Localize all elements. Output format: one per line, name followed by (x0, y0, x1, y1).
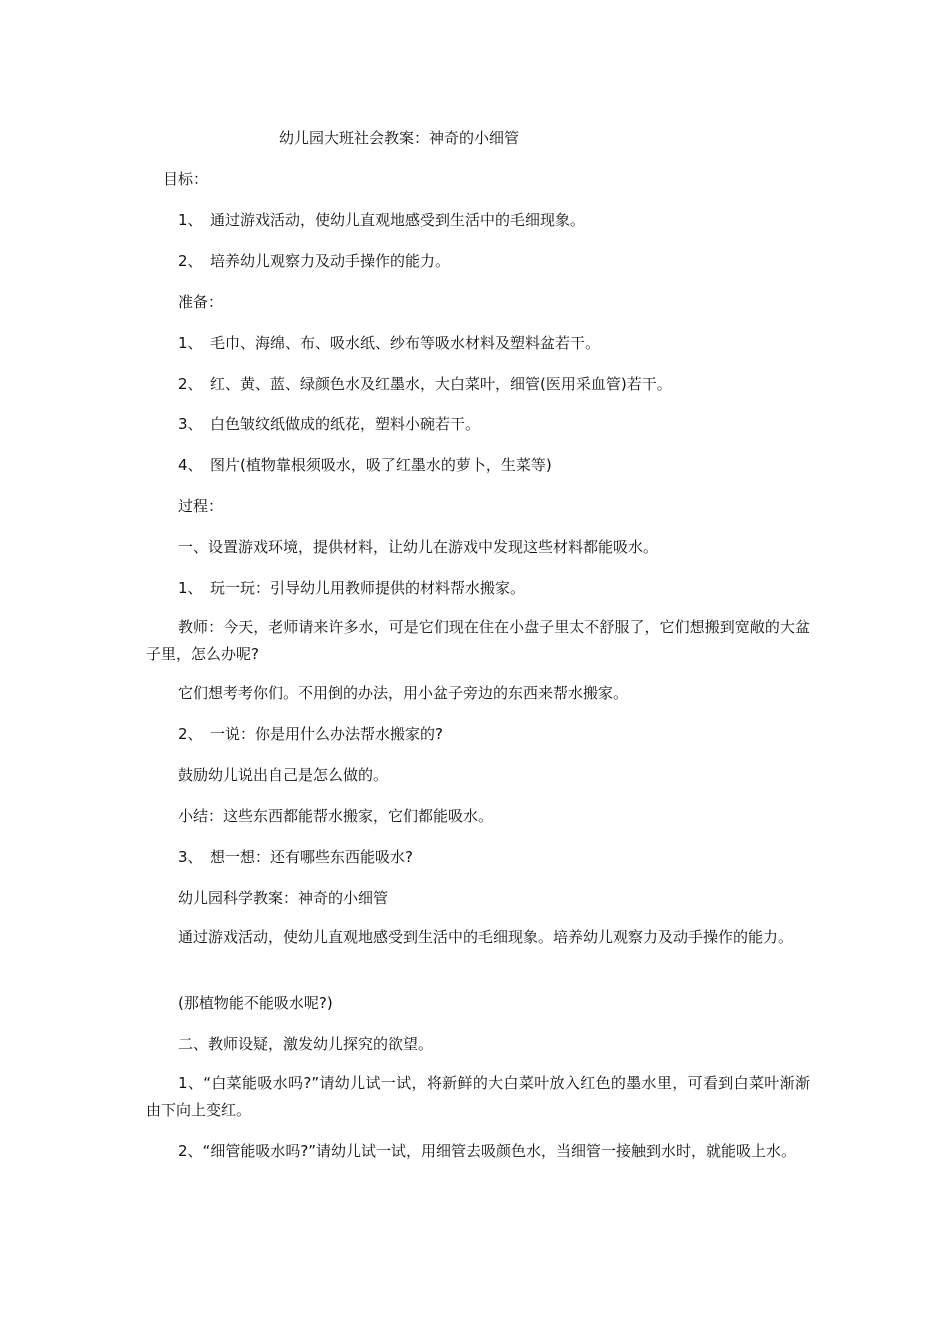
prep-item-3-number: 3、 (178, 415, 203, 433)
prep-item-2-number: 2、 (178, 375, 203, 393)
step-2: 二、教师设疑，激发幼儿探究的欲望。 (178, 1035, 434, 1053)
step-1-1 (178, 576, 525, 600)
prep-item-2-text: 红、黄、蓝、绿颜色水及红墨水，大白菜叶，细管(医用采血管)若干。 (210, 375, 672, 393)
science-title: 幼儿园科学教案：神奇的小细管 (178, 889, 389, 907)
step-1-3-number: 3、 (178, 848, 203, 866)
goal-item-2-number: 2、 (178, 252, 203, 270)
step-1-3 (178, 845, 413, 869)
goal-heading: 目标： (163, 170, 209, 188)
step-1-1-number: 1、 (178, 579, 203, 597)
summary-line: 小结：这些东西都能帮水搬家，它们都能吸水。 (178, 807, 494, 825)
document-title: 幼儿园大班社会教案：神奇的小细管 (279, 129, 520, 147)
step-1-2 (178, 722, 443, 746)
plant-question: (那植物能不能吸水呢?) (178, 994, 333, 1012)
goal-item-1-text: 通过游戏活动，使幼儿直观地感受到生活中的毛细现象。 (210, 211, 586, 229)
prep-item-1-number: 1、 (178, 334, 203, 352)
step-1-2-text: 一说：你是用什么办法帮水搬家的? (210, 725, 443, 743)
prep-item-3 (178, 412, 480, 436)
step-1-2-number: 2、 (178, 725, 203, 743)
step-1: 一、设置游戏环境，提供材料，让幼儿在游戏中发现这些材料都能吸水。 (178, 538, 659, 556)
prep-item-3-text: 白色皱纹纸做成的纸花，塑料小碗若干。 (210, 415, 481, 433)
step-2-2-paragraph: 2、“细管能吸水吗?”请幼儿试一试，用细管去吸颜色水，当细管一接触到水时，就能吸上水。 (178, 1142, 797, 1160)
step-1-3-text: 想一想：还有哪些东西能吸水? (210, 848, 413, 866)
prep-item-1 (178, 331, 600, 355)
teacher-paragraph: 教师：今天，老师请来许多水，可是它们现在住在小盘子里太不舒服了，它们想搬到宽敞的大盆子里，怎么办呢? (146, 618, 810, 663)
goal-item-2 (178, 249, 450, 273)
goal-item-2-text: 培养幼儿观察力及动手操作的能力。 (210, 252, 451, 270)
process-heading: 过程： (178, 497, 224, 515)
prep-heading: 准备： (178, 293, 224, 311)
test-line: 它们想考考你们。不用倒的办法，用小盆子旁边的东西来帮水搬家。 (178, 684, 629, 702)
prep-item-4 (178, 453, 552, 477)
encourage-line: 鼓励幼儿说出自己是怎么做的。 (178, 766, 389, 784)
step-2-1-paragraph: 1、“白菜能吸水吗?”请幼儿试一试，将新鲜的大白菜叶放入红色的墨水里，可看到白菜叶渐渐由下向上变红。 (146, 1074, 810, 1119)
prep-item-2 (178, 372, 672, 396)
science-paragraph: 通过游戏活动，使幼儿直观地感受到生活中的毛细现象。培养幼儿观察力及动手操作的能力。 (178, 928, 794, 946)
goal-item-1 (178, 208, 585, 232)
prep-item-4-number: 4、 (178, 456, 203, 474)
prep-item-4-text: 图片(植物靠根须吸水，吸了红墨水的萝卜，生菜等) (210, 456, 552, 474)
step-1-1-text: 玩一玩：引导幼儿用教师提供的材料帮水搬家。 (210, 579, 526, 597)
prep-item-1-text: 毛巾、海绵、布、吸水纸、纱布等吸水材料及塑料盆若干。 (210, 334, 601, 352)
goal-item-1-number: 1、 (178, 211, 203, 229)
